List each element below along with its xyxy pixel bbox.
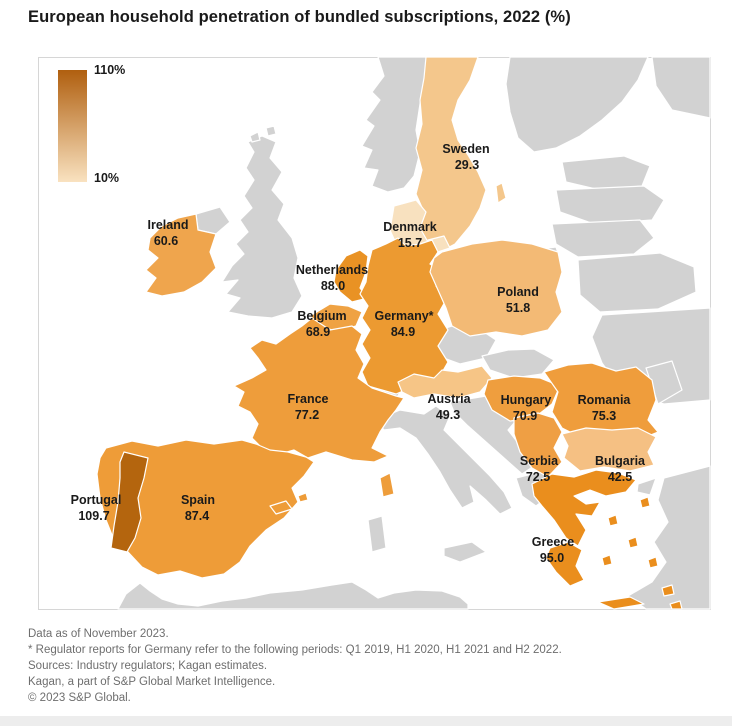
- country-united-kingdom: [222, 136, 302, 318]
- country-north-africa: [118, 582, 468, 609]
- label-sweden-name: Sweden: [442, 142, 490, 156]
- label-denmark-name: Denmark: [383, 220, 437, 234]
- country-belarus: [578, 253, 696, 312]
- europe-choropleth-map: [38, 57, 711, 610]
- label-serbia-value: 72.5: [525, 470, 551, 484]
- country-slovakia: [482, 349, 554, 378]
- page-title: European household penetration of bundled subscriptions, 2022 (%): [28, 8, 571, 26]
- country-russia-north: [652, 57, 710, 118]
- country-norway: [362, 57, 428, 192]
- label-bulgaria-name: Bulgaria: [594, 454, 646, 468]
- country-uk-isles-2: [266, 126, 276, 136]
- footnotes: [28, 626, 718, 706]
- island-menorca: [298, 493, 308, 502]
- country-sardinia: [368, 516, 386, 552]
- label-spain-value: 87.4: [184, 509, 210, 523]
- label-netherlands-value: 88.0: [320, 279, 346, 293]
- label-portugal-value: 109.7: [78, 509, 110, 523]
- footnote-copyright: © 2023 S&P Global.: [28, 692, 131, 704]
- island-gotland: [496, 183, 506, 203]
- country-poland: [430, 240, 562, 336]
- bottom-divider-strip: [0, 716, 732, 726]
- label-greece-value: 95.0: [539, 551, 565, 565]
- country-sicily: [444, 542, 486, 562]
- country-latvia: [556, 186, 664, 224]
- country-northern-ireland: [196, 207, 230, 234]
- label-belgium-value: 68.9: [305, 325, 331, 339]
- greek-island-6: [602, 555, 612, 566]
- label-spain-name: Spain: [180, 493, 216, 507]
- footnote-kagan: Kagan, a part of S&P Global Market Intelligence.: [28, 676, 276, 688]
- label-poland-value: 51.8: [505, 301, 531, 315]
- label-france-value: 77.2: [294, 408, 320, 422]
- label-portugal-name: Portugal: [70, 493, 122, 507]
- greek-island-1: [608, 515, 618, 526]
- label-austria-value: 49.3: [435, 408, 461, 422]
- country-estonia: [562, 156, 650, 190]
- greek-island-3: [648, 557, 658, 568]
- label-greece-name: Greece: [531, 535, 575, 549]
- label-netherlands-name: Netherlands: [295, 263, 369, 277]
- footnote-germany-asterisk: * Regulator reports for Germany refer to the following periods: Q1 2019, H1 2020, H1 2021 and H2 2022.: [28, 644, 562, 656]
- island-corsica: [380, 473, 394, 497]
- footnote-sources: Sources: Industry regulators; Kagan estimates.: [28, 660, 268, 672]
- label-france-name: France: [287, 392, 329, 406]
- footnote-data-date: Data as of November 2023.: [28, 628, 169, 640]
- label-poland-name: Poland: [497, 285, 539, 299]
- label-ireland-name: Ireland: [147, 218, 189, 232]
- label-serbia-name: Serbia: [519, 454, 559, 468]
- legend-min-label: 10%: [94, 171, 120, 185]
- label-hungary-value: 70.9: [512, 409, 538, 423]
- country-turkey-west: [637, 478, 656, 495]
- country-uk-isles: [250, 132, 260, 142]
- legend-gradient-bar: [58, 70, 87, 182]
- label-hungary-name: Hungary: [500, 393, 552, 407]
- greek-island-2: [628, 537, 638, 548]
- greek-island-4: [640, 497, 650, 508]
- label-bulgaria-value: 42.5: [607, 470, 633, 484]
- country-finland: [506, 57, 648, 152]
- label-denmark-value: 15.7: [397, 236, 423, 250]
- label-germany-value: 84.9: [390, 325, 416, 339]
- label-germany-name: Germany*: [374, 309, 434, 323]
- label-ireland-value: 60.6: [153, 234, 179, 248]
- label-sweden-value: 29.3: [454, 158, 480, 172]
- country-lithuania: [552, 220, 654, 257]
- label-romania-value: 75.3: [591, 409, 617, 423]
- label-romania-name: Romania: [577, 393, 631, 407]
- label-austria-name: Austria: [427, 392, 471, 406]
- label-belgium-name: Belgium: [297, 309, 347, 323]
- legend-max-label: 110%: [94, 63, 126, 77]
